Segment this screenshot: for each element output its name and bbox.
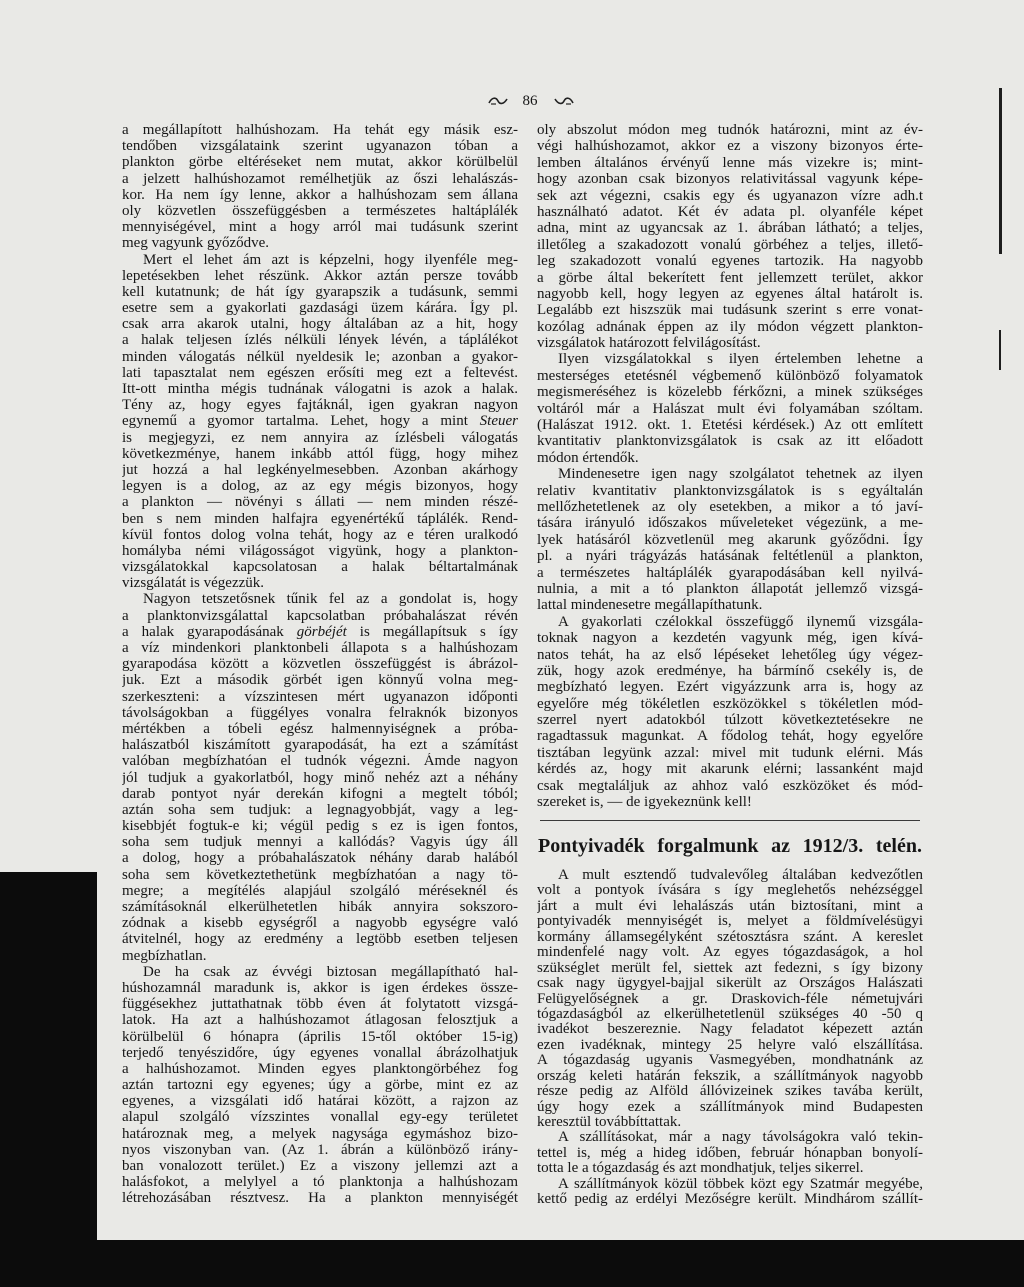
text-line: nyos viszonyban van. (Az 1. ábrán a különböző irány-: [122, 1141, 518, 1158]
ornament-right-icon: [554, 95, 574, 107]
text-line: megre; a megítélés alapjául szolgáló méréseknél és: [122, 882, 518, 899]
section-rule: [540, 820, 920, 821]
text-line: számításoknál elkerülhetetlen hibák annyira sokszoro-: [122, 899, 518, 915]
paragraph: [537, 868, 923, 1130]
text-line: a megállapított halhúshozam. Ha tehát egy másik esz-: [122, 122, 518, 138]
text-line: kívül fontos dolog volna tehát, hogy az e téren uralkodó: [122, 526, 518, 543]
text-line: (Halászat 1912. okt. 1. Etetési kérdések.) Az ott említett: [537, 417, 923, 434]
text-line: halásfokot, a melylyel a tó planktonja a halhúshozam: [122, 1174, 518, 1191]
text-line: szerkeszteni: a vízszintesen mért ugyanazon időponti: [122, 688, 518, 705]
ornament-left-icon: [488, 95, 508, 107]
text-line: aztán soha sem tudjuk: a legnagyobbját, vagy a leg-: [122, 801, 518, 818]
text-line: adna, mint az ugyancsak az 1. ábrában látható; a teljes,: [537, 220, 923, 237]
text-line: voltáról már a Halászat mult évi folyamában szóltam.: [537, 400, 923, 417]
text-line: a természetes haltáplálék gyarapodásában kell nyilvá-: [537, 564, 923, 581]
text-line: juk. Ezt a második görbét igen könnyű volna meg-: [122, 672, 518, 689]
text-line: toknak nagyon a kezdetén vagyunk még, igen kívá-: [537, 630, 923, 647]
text-line: pontyivadék mennyiségét is, melyet a földmívelésügyi: [537, 914, 923, 930]
text-line: lepetésekben lehet részünk. Akkor aztán persze tovább: [122, 267, 518, 284]
text-line: tendőben vizsgálataink szerint ugyanazon tóban a: [122, 138, 518, 155]
text-line: volt a pontyok ívására s így meglehetős nehézséggel: [537, 883, 923, 899]
text-line: [122, 413, 518, 429]
text-line: megbízhatlan.: [122, 947, 207, 964]
text-line: zük, hogy azok eredménye, ha bármínő csekély is, de: [537, 662, 923, 679]
text-line: darab pontyot nyár derekán kifogni a megtelt tóból;: [122, 785, 518, 802]
text-line: ben s nem minden halfajra egyenértékű táplálék. Rend-: [122, 510, 518, 527]
text-line: Itt-ott mintha mégis tudnának válogatni is azok a halak.: [122, 381, 518, 397]
scan-border-bottom: [0, 1240, 1024, 1287]
text-line: jól tudjuk a gyakorlatból, hogy minő nehéz azt a néhány: [122, 769, 518, 786]
text-line: is megjegyzi, ez nem annyira az ízlésbeli válogatás: [122, 429, 518, 446]
text-line: a halhúshozamot. Minden egyes planktongörbéhez fog: [122, 1060, 518, 1077]
text-line: kormány államsegélyként szétosztásra szánt. A kereslet: [537, 929, 923, 945]
text-line: módon értendők.: [537, 449, 639, 466]
text-line: kisebbjét fogtuk-e ki; végül pedig s ez is igen fontos,: [122, 818, 518, 835]
text-line: plankton görbe eltéréseket nem mutat, akkor körülbelül: [122, 154, 518, 171]
paragraph: [537, 466, 923, 614]
text-line: jut hozzá a hal legkényelmesebben. Azonban akárhogy: [122, 461, 518, 478]
text-line: kvantitativ planktonvizsgálatok is csak az itt előadott: [537, 433, 923, 450]
text-line: A tógazdaság ugyanis Vasmegyében, mondhatnánk az: [537, 1053, 923, 1069]
text-line: [122, 624, 518, 640]
text-line: a plankton — növényi s állati — nem minden részé-: [122, 494, 518, 511]
text-line: A szállítmányok közül többek közt egy Szatmár megyébe,: [558, 1176, 923, 1192]
text-line: vizsgálatát is végezzük.: [122, 575, 265, 592]
text-line: mindenfelé nagy volt. Az egyes tógazdaságok, a hol: [537, 945, 923, 961]
text-line: egyelőre még tökéletlen eszközökkel s tökéletlen mód-: [537, 695, 923, 712]
text-line: létrehozásában résztvesz. Ha a plankton mennyiségét: [122, 1190, 518, 1207]
text-line: távolságokban a függélyes vonalra felraknók bizonyos: [122, 704, 518, 721]
text-line: csak megtaláljuk az ahhoz való eszközöket és mód-: [537, 777, 923, 794]
text-line: soha sem következtethetünk megbízhatóan a nagy tö-: [122, 866, 518, 883]
text-line: soha sem tudjuk mennyi a kallódás? Vagyis úgy áll: [122, 834, 518, 851]
paragraph: [122, 252, 518, 592]
text-line: ivadékot beszereznie. Nagy feladatot képezett aztán: [537, 1022, 923, 1038]
text-line: alapul szolgáló vízszintes vonallal egy-egy területet: [122, 1109, 518, 1126]
text-line: egyenes, a vizsgálati idő határai között, a rajzon az: [122, 1093, 518, 1110]
text-line: kozólag adnának éppen az ily módon végzett plankton-: [537, 318, 923, 335]
text-line: mellőzhetetlenek az oly esetekben, a mikor a tó javí-: [537, 498, 923, 515]
text-line: Mert el lehet ám azt is képzelni, hogy ilyenféle meg-: [143, 251, 518, 268]
paragraph: [537, 351, 923, 466]
text-line: kettő pedig az erdélyi Mezőségre került. Mindhárom szállít-: [537, 1192, 923, 1208]
text-line: A mult esztendő tudvalevőleg általában kedvezőtlen: [558, 868, 923, 883]
text-line: szükséglet merült fel, siettek azt fedezni, s így bizony: [537, 960, 923, 976]
text-line: natos tehát, ha az első lépéseket lehetőleg úgy végez-: [537, 646, 923, 663]
text-line: ország keleti határán fekszik, a szállítmányok nagyobb: [537, 1068, 923, 1084]
text-line: része pedig az Alföld állóvizeinek szikes tavába került,: [537, 1084, 923, 1100]
text-line: használható adatot. Két év adata pl. olyanféle képet: [537, 203, 923, 220]
text-line: A gyakorlati czélokkal összefüggő ilynemű vizsgála-: [558, 613, 923, 630]
text-line: pl. a nyári trágyázás hatásának feltétlenül a plankton,: [537, 548, 923, 565]
paragraph: [537, 122, 923, 351]
text-line: kell kutatnunk; de hát így gyarapszik a tudásunk, semmi: [122, 283, 518, 300]
right-column-lower: [537, 868, 923, 1208]
text-line: meg vagyunk győződve.: [122, 235, 270, 252]
text-line: Nagyon tetszetősnek tűnik fel az a gondolat is, hogy: [143, 591, 518, 608]
text-line: lemben általános érvényű lenne más vizekre is; mint-: [537, 154, 923, 171]
text-line: illetőleg a szakadozott vonalú görbéhez a teljes, illető-: [537, 236, 923, 253]
text-line: sek azt végezni, csakis egy és ugyanazon vízre adh.t: [537, 187, 923, 204]
page-number: 86: [522, 93, 538, 109]
text-line: halászatból kiszámított gyarapodását, ha ezt a számítást: [122, 737, 518, 754]
text-span: is megállapítsuk s így: [346, 623, 518, 640]
text-line: oly közvetlen összefüggésben a természetes haltáplálék: [122, 202, 518, 219]
text-line: lattal mindenesetre megállapíthatunk.: [537, 597, 763, 614]
text-line: úgy hogy ezek a szállítmányok mind Budapesten: [537, 1099, 923, 1115]
text-line: Legalább ezt hiszszük mai tudásunk szerint s erre vonat-: [537, 302, 923, 319]
text-span: a halak gyarapodásának: [122, 623, 297, 640]
text-line: csak arra akarok utalni, hogy általában az a hit, hogy: [122, 316, 518, 333]
text-line: szereket is, — de igyekeznünk kell!: [537, 794, 752, 811]
section-heading: Pontyivadék forgalmunk az 1912/3. telén.: [538, 835, 922, 857]
text-line: lati tapasztalat nem egészen erősíti meg ezt a feltevést.: [122, 364, 518, 381]
text-line: tisztában legyünk azzal: mivel mit tudunk elérni. Más: [537, 744, 923, 761]
paragraph: [537, 1130, 923, 1176]
text-line: húshozamnál maradunk is, akkor is igen érdekes össze-: [122, 979, 518, 996]
text-line: a halak teljesen ízlés nélküli lények lévén, a táplálékot: [122, 332, 518, 349]
scan-mark-right: [999, 88, 1002, 254]
text-line: latok. Ha azt a halhúshozamot átlagosan felosztjuk a: [122, 1012, 518, 1029]
text-line: végi halhúshozamot, akkor ez a viszony bizonyos érte-: [537, 138, 923, 155]
paragraph: [122, 122, 518, 252]
text-span: egynemű a gyomor tartalma. Lehet, hogy a mint: [122, 413, 480, 430]
scan-border-left: [0, 872, 97, 1287]
text-line: Ilyen vizsgálatokkal s ilyen értelemben lehetne a: [558, 351, 923, 368]
text-line: De ha csak az évvégi biztosan megállapítható hal-: [143, 963, 518, 980]
left-column: [122, 122, 518, 1207]
text-line: ezen ivadéknak, mintegy 25 helyre való elszállítása.: [537, 1037, 923, 1053]
text-line: nulnia, a mit a tó plankton állapotát jellemző vizsgá-: [537, 580, 923, 597]
text-line: ban vonalozott terület.) Ez a viszony jellemzi azt a: [122, 1158, 518, 1174]
text-line: zódnak a kisebb egységről a nagyobb egységre való: [122, 915, 518, 932]
text-line: mennyiségével, mint a hogy arról mai tudásunk szerint: [122, 219, 518, 236]
text-line: totta le a tógazdaság és azt mondhatjuk, teljes sikerrel.: [537, 1161, 864, 1177]
text-line: tására irányuló időszakos műveleteket végezünk, a me-: [537, 515, 923, 532]
text-line: következménye, hanem inkább attól függ, hogy mihez: [122, 445, 518, 462]
text-line: relativ kvantitativ planktonvizsgálatok is s egyáltalán: [537, 482, 923, 499]
text-line: átvitelnél, hogy az eredmény a legtöbb esetben teljesen: [122, 931, 518, 948]
text-line: homályba némi világosságot vigyünk, hogy a plankton-: [122, 542, 518, 559]
text-line: gyarapodása között a közvetlen összefüggést is ábrázol-: [122, 656, 518, 673]
text-line: nagyobb kell, hogy legyen az egyenes által határolt is.: [537, 285, 923, 302]
text-line: vizsgálatokkal kapcsolatosan a halak béltartalmának: [122, 559, 518, 576]
text-line: a dolog, hogy a próbahalászatok néhány darab halából: [122, 850, 518, 867]
text-line: ragadtassuk magunkat. A fődolog tehát, hogy egyelőre: [537, 728, 923, 745]
text-line: esetre sem a gyakorlati gazdasági üzem kárára. Így pl.: [122, 300, 518, 317]
text-line: járt a mult évi lehalászás után biztosítani, mint a: [537, 898, 923, 914]
text-line: a víz mindenkori planktonbeli állapota s a halhúshozam: [122, 640, 518, 656]
text-line: Mindenesetre igen nagy szolgálatot tehetnek az ilyen: [558, 466, 923, 483]
paragraph: [122, 591, 518, 963]
paragraph: [537, 614, 923, 811]
text-line: vizsgálatok határozott felvilágosítást.: [537, 335, 761, 352]
text-line: terjedő tenyészidőre, úgy egyenes vonallal ábrázolhatjuk: [122, 1044, 518, 1061]
text-line: oly abszolut módon meg tudnók határozni, mint az év-: [537, 122, 923, 138]
text-line: tógazdaságból az elkerülhetetlenül szükséges 40 -50 q: [537, 1006, 923, 1022]
text-line: tettel is, még a hideg időben, február hónapban bonyolí-: [537, 1145, 923, 1161]
text-line: keresztül továbbíttattak.: [537, 1115, 682, 1130]
text-line: hogy azonban csak bizonyos relativitással vagyunk képe-: [537, 171, 923, 188]
text-line: határoznak meg, a melyek nagysága egymáshoz bizo-: [122, 1125, 518, 1142]
text-line: lyek hatásáról közvetlenül meg akarunk győződni. Így: [537, 531, 923, 548]
text-line: kor. Ha nem így lenne, akkor a halhúshozam sem állana: [122, 186, 518, 203]
text-line: szerrel nyert adatokból túlzott következtetésekre ne: [537, 712, 923, 729]
text-line: függésekhez juttathatnak több éven át folytatott vizsgá-: [122, 996, 518, 1013]
text-line: legyen is a dolog, az az egy mégis bizonyos, hogy: [122, 478, 518, 495]
text-line: a jelzett halhúshozamot remélhetjük az őszi lehalászás-: [122, 170, 518, 187]
text-line: kérdés az, hogy mit akarunk elérni; lassanként majd: [537, 761, 923, 778]
paragraph: [537, 1177, 923, 1208]
paragraph: [122, 964, 518, 1207]
italic-text: Steuer: [479, 413, 518, 430]
text-line: Felügyelőségnek a gr. Draskovich-féle németujvári: [537, 991, 923, 1007]
right-column-upper: [537, 122, 923, 810]
text-line: valóban megbízhatóan el tudnók végezni. Ámde nagyon: [122, 753, 518, 770]
text-line: csak nagy ügygyel-bajjal sikerült az Országos Halászati: [537, 976, 923, 992]
italic-text: görbéjét: [296, 623, 347, 640]
text-line: a planktonvizsgálattal kapcsolatban próbahalászat révén: [122, 607, 518, 624]
text-line: megbízható legyen. Ezért vigyázzunk arra is, hogy az: [537, 679, 923, 696]
text-line: minden válogatás nélkül nyeldesik le; azonban a gyakor-: [122, 348, 518, 365]
page-header: [480, 90, 580, 112]
text-line: aztán tartozni egy egyenes; úgy a görbe, mint ez az: [122, 1077, 518, 1094]
scan-mark-right: [999, 330, 1001, 370]
text-line: Tény az, hogy egyes fajtáknál, igen gyakran nagyon: [122, 397, 518, 414]
text-line: megismeréséhez is közelebb férkőzni, a minek szükséges: [537, 384, 923, 401]
text-line: mértékben a tóbeli egész halmennyiségnek a próba-: [122, 720, 518, 737]
text-line: mesterséges etetésnél végbemenő különböző folyamatok: [537, 367, 923, 384]
text-line: A szállításokat, már a nagy távolságokra való tekin-: [558, 1130, 923, 1146]
text-line: a görbe által bekerített fent jellemzett terület, akkor: [537, 269, 923, 286]
text-line: leg szakadozott vonalú egyenes tartozik. Ha nagyobb: [537, 253, 923, 270]
text-line: körülbelül 6 hónapra (április 15-től október 15-ig): [122, 1028, 518, 1045]
